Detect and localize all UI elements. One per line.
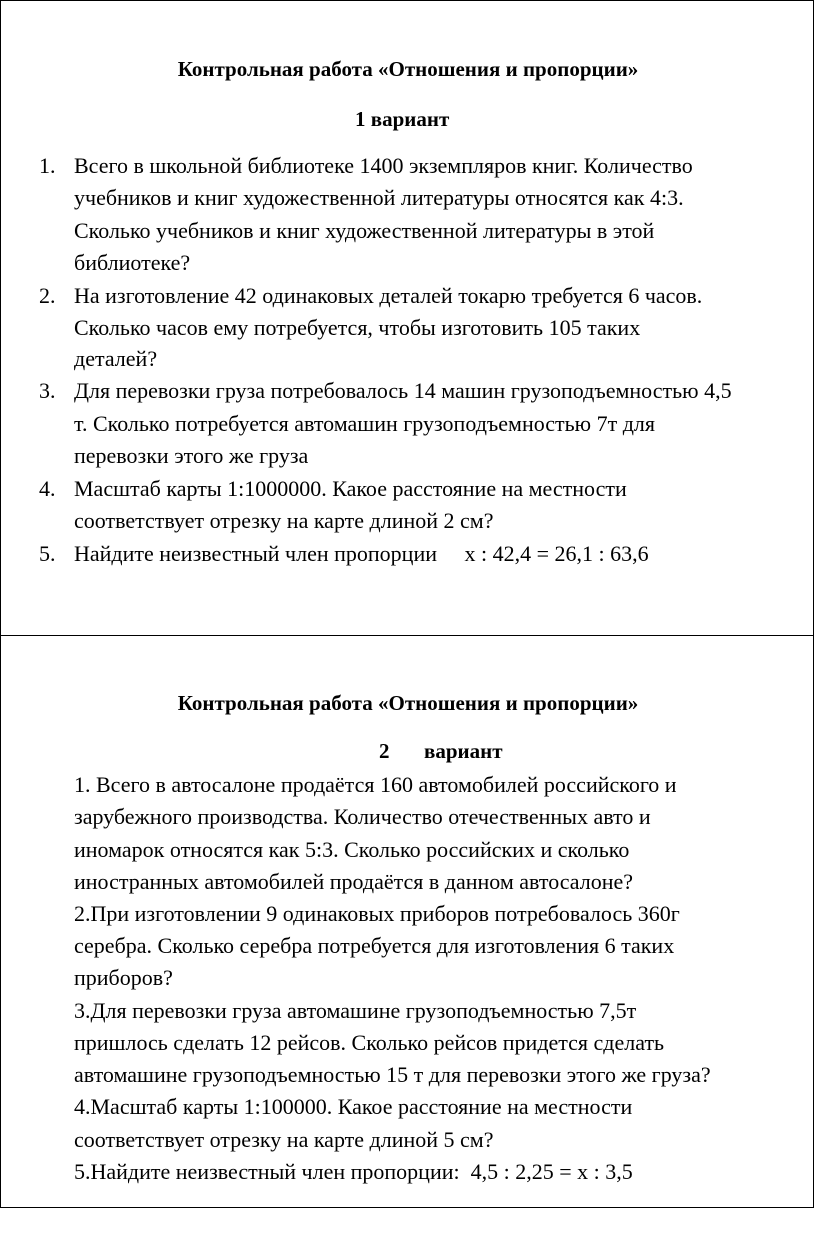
- task-number: 4.: [39, 476, 56, 501]
- task-line: 4.Масштаб карты 1:100000. Какое расстояние на местности: [74, 1094, 633, 1119]
- task-line: т. Сколько потребуется автомашин грузоподъемностью 7т для: [74, 411, 656, 436]
- task-line: серебра. Сколько серебра потребуется для изготовления 6 таких: [74, 933, 675, 958]
- task-line: 3.Для перевозки груза автомашине грузоподъемностью 7,5т: [74, 998, 637, 1023]
- task-line: Найдите неизвестный член пропорции x : 42,4 = 26,1 : 63,6: [74, 541, 649, 566]
- task-line: 5.Найдите неизвестный член пропорции: 4,5 : 2,25 = x : 3,5: [74, 1159, 633, 1184]
- task-line: соответствует отрезку на карте длиной 2 см?: [74, 508, 494, 533]
- variant-2-card: [0, 635, 814, 1208]
- task-line: автомашине грузоподъемностью 15 т для перевозки этого же груза?: [74, 1062, 711, 1087]
- task-number: 3.: [39, 378, 56, 403]
- task-line: Сколько учебников и книг художественной литературы в этой: [74, 218, 655, 243]
- task-line: соответствует отрезку на карте длиной 5 см?: [74, 1127, 494, 1152]
- task-line: перевозки этого же груза: [74, 443, 309, 468]
- task-line: пришлось сделать 12 рейсов. Сколько рейсов придется сделать: [74, 1030, 665, 1055]
- variant-1-label: 1 вариант: [355, 107, 450, 131]
- task-line: 2.При изготовлении 9 одинаковых приборов потребовалось 360г: [74, 901, 680, 926]
- task-line: 1. Всего в автосалоне продаётся 160 автомобилей российского и: [74, 772, 677, 797]
- task-line: приборов?: [74, 965, 173, 990]
- task-line: Масштаб карты 1:1000000. Какое расстояние на местности: [74, 476, 627, 501]
- task-line: Для перевозки груза потребовалось 14 машин грузоподъемностью 4,5: [74, 378, 732, 403]
- task-line: учебников и книг художественной литературы относятся как 4:3.: [74, 185, 684, 210]
- variant-2-word: вариант: [424, 739, 503, 763]
- task-line: зарубежного производства. Количество отечественных авто и: [74, 804, 651, 829]
- task-number: 2.: [39, 283, 56, 308]
- variant-1-title: Контрольная работа «Отношения и пропорции»: [177, 57, 639, 81]
- task-number: 5.: [39, 541, 56, 566]
- task-line: библиотеке?: [74, 250, 191, 275]
- variant-2-title: Контрольная работа «Отношения и пропорции»: [177, 691, 639, 715]
- variant-2-number: 2: [379, 739, 390, 763]
- task-line: На изготовление 42 одинаковых деталей токарю требуется 6 часов.: [74, 283, 703, 308]
- task-line: Всего в школьной библиотеке 1400 экземпляров книг. Количество: [74, 153, 693, 178]
- task-number: 1.: [39, 153, 56, 178]
- task-line: иномарок относятся как 5:3. Сколько российских и сколько: [74, 837, 630, 862]
- task-line: иностранных автомобилей продаётся в данном автосалоне?: [74, 869, 634, 894]
- task-line: деталей?: [74, 346, 158, 371]
- task-line: Сколько часов ему потребуется, чтобы изготовить 105 таких: [74, 315, 641, 340]
